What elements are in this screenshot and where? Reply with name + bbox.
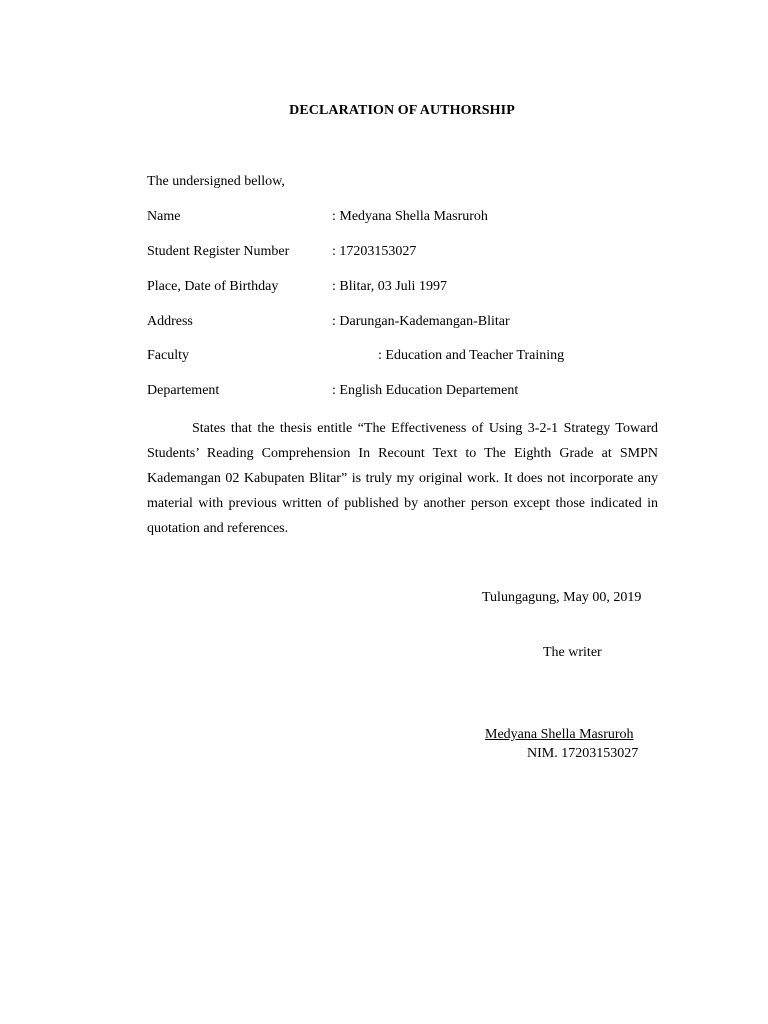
field-label-place-date-of-birthday: Place, Date of Birthday (147, 279, 279, 294)
field-label-student-register-number: Student Register Number (147, 244, 290, 259)
field-value-departement: : English Education Departement (332, 383, 519, 398)
document-title: DECLARATION OF AUTHORSHIP (289, 103, 515, 118)
field-value-student-register-number: : 17203153027 (332, 244, 417, 259)
field-label-name: Name (147, 209, 181, 224)
field-label-faculty: Faculty (147, 348, 189, 363)
field-value-place-date-of-birthday: : Blitar, 03 Juli 1997 (332, 279, 447, 294)
field-label-departement: Departement (147, 383, 220, 398)
place-date: Tulungagung, May 00, 2019 (482, 590, 642, 605)
statement-paragraph: States that the thesis entitle “The Effectiveness of Using 3-2-1 Strategy Toward Students’ Reading Comprehension In Recount Text to The Eighth Grade at SMPN Kademangan 02 Kabupaten Blitar” is truly my original work. It does not incorporate any material with previous written of published by another person except those indicated in quotation and references. (147, 421, 658, 536)
intro-text: The undersigned bellow, (147, 174, 285, 189)
field-value-address: : Darungan-Kademangan-Blitar (332, 314, 510, 329)
writer-label: The writer (543, 645, 602, 660)
field-value-faculty: : Education and Teacher Training (378, 348, 565, 363)
signer-name: Medyana Shella Masruroh (485, 727, 634, 742)
field-label-address: Address (147, 314, 193, 329)
signer-nim: NIM. 17203153027 (527, 746, 639, 761)
field-value-name: : Medyana Shella Masruroh (332, 209, 488, 224)
